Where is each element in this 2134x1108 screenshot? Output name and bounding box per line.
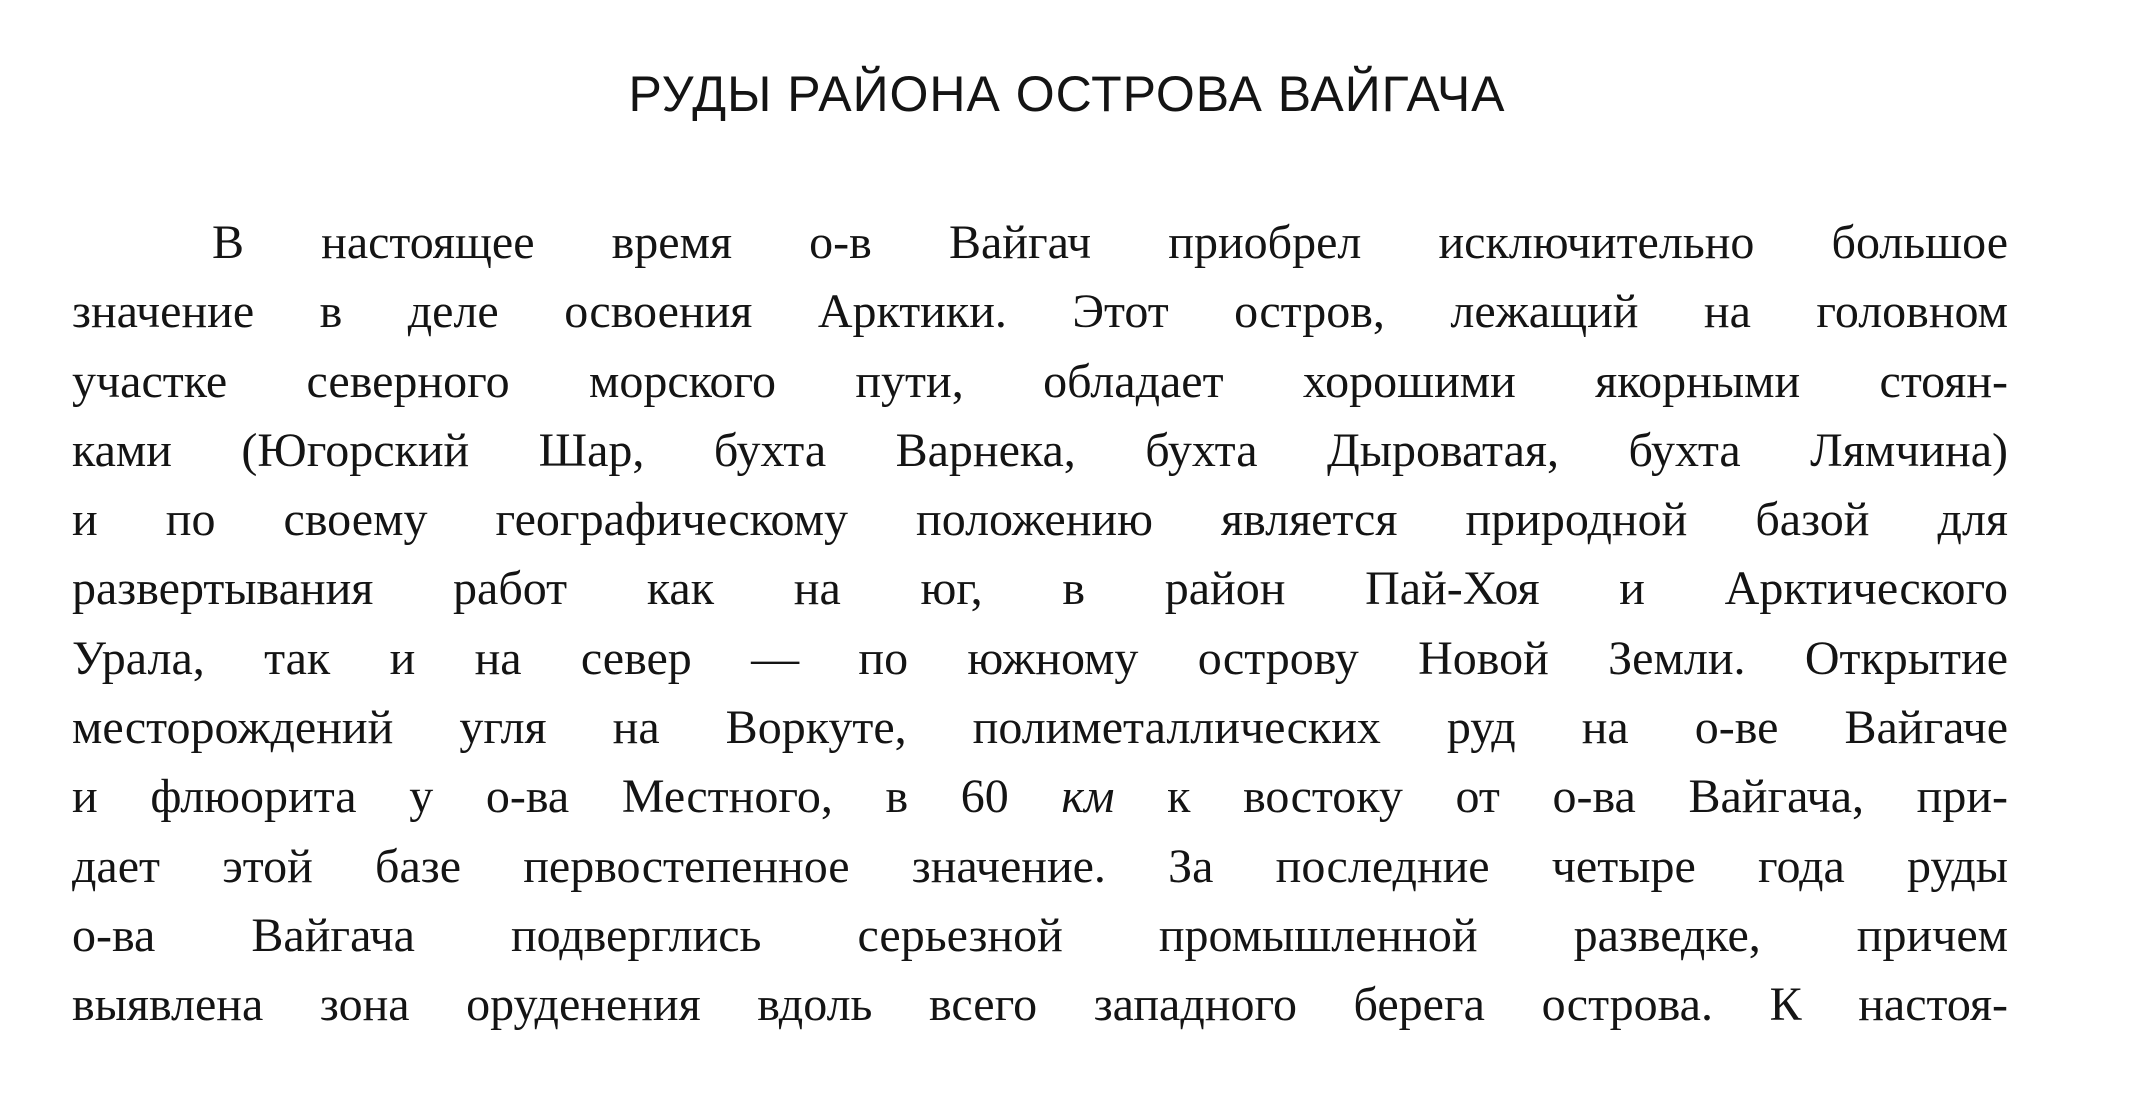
paragraph-line: о-ва Вайгача подверглись серьезной промышленной разведке, причем [72, 908, 2008, 962]
line-text-after-unit: к востоку от о-ва Вайгача, при- [1114, 770, 2008, 824]
paragraph-line: выявлена зона оруденения вдоль всего западного берега острова. К настоя- [72, 978, 2008, 1032]
paragraph-line: В настоящее время о-в Вайгач приобрел исключительно большое [212, 216, 2008, 269]
paragraph-line: участке северного морского пути, обладает хорошими якорными стоян- [72, 354, 2008, 408]
paragraph-line: значение в деле освоения Арктики. Этот остров, лежащий на головном [72, 285, 2008, 339]
page-title: РУДЫ РАЙОНА ОСТРОВА ВАЙГАЧА [628, 66, 1506, 122]
paragraph-line: дает этой базе первостепенное значение. За последние четыре года руды [72, 839, 2008, 893]
paragraph-line: развертывания работ как на юг, в район Пай-Хоя и Арктического [72, 562, 2008, 616]
line-text-before-unit: и флюорита у о-ва Местного, в 60 [72, 770, 1062, 824]
paragraph-line: Урала, так и на север — по южному острову Новой Земли. Открытие [72, 631, 2008, 685]
paragraph-line: и по своему географическому положению является природной базой для [72, 493, 2008, 547]
unit-km: км [1061, 770, 1115, 824]
paragraph-line [72, 762, 2008, 831]
paragraph-line: ками (Югорский Шар, бухта Варнека, бухта Дыроватая, бухта Лямчина) [72, 423, 2008, 477]
paragraph-line: месторождений угля на Воркуте, полиметаллических руд на о-ве Вайгаче [72, 701, 2008, 755]
body-paragraph [72, 208, 2008, 1040]
